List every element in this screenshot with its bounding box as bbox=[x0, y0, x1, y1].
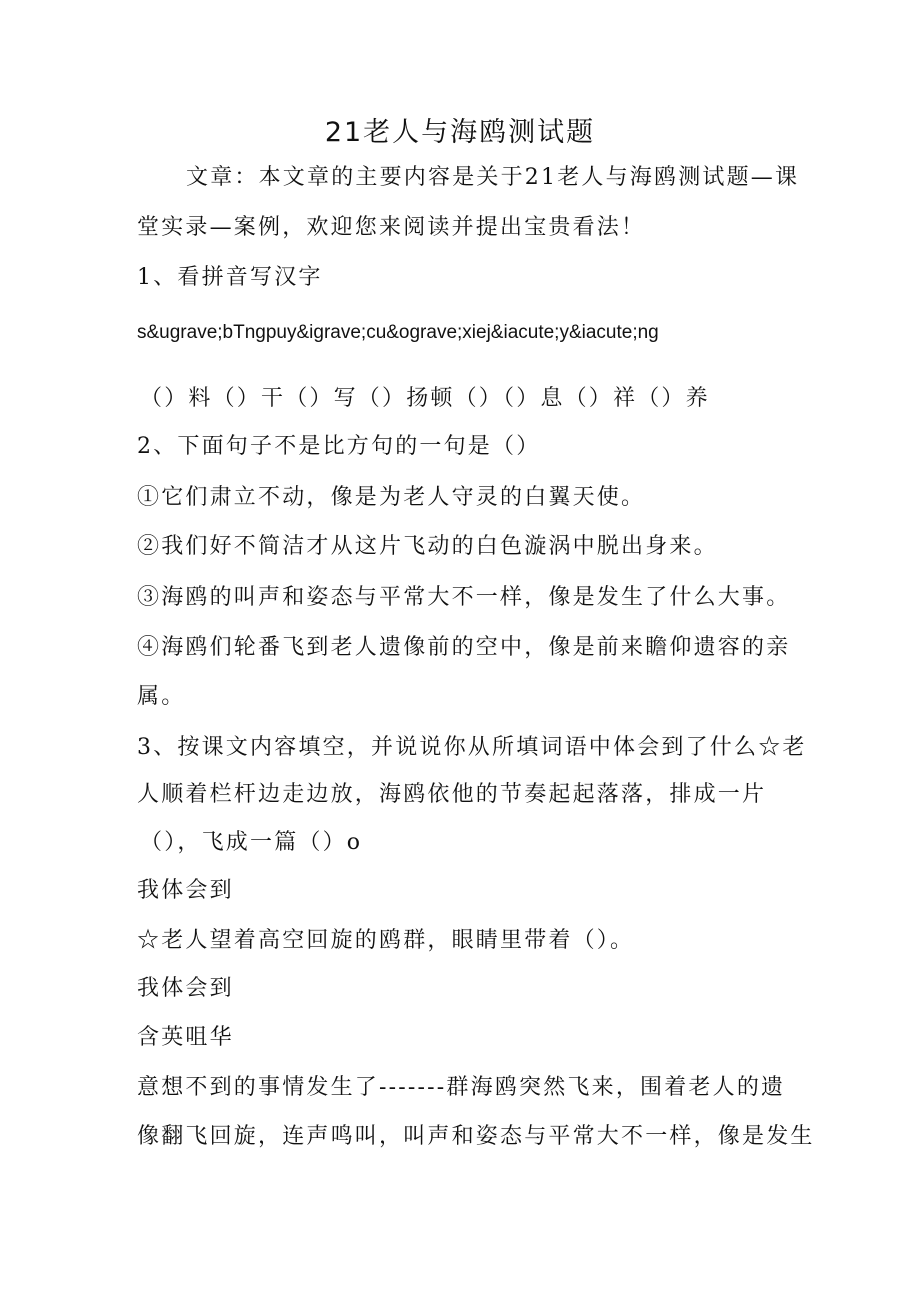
intro-line-1: 文章：本文章的主要内容是关于21老人与海鸥测试题—课 bbox=[186, 165, 800, 190]
option-1: ①它们肃立不动，像是为老人守灵的白翼天使。 bbox=[137, 485, 646, 510]
document-title: 21老人与海鸥测试题 bbox=[324, 117, 596, 148]
reflection-1: 我体会到 bbox=[137, 878, 234, 903]
intro-line-2: 堂实录—案例，欢迎您来阅读并提出宝贵看法！ bbox=[137, 215, 646, 240]
reflection-2: 我体会到 bbox=[137, 976, 234, 1001]
option-4-line-2: 属。 bbox=[137, 684, 186, 709]
question-3-item-2: ☆老人望着高空回旋的鸥群，眼睛里带着（）。 bbox=[137, 928, 635, 953]
option-2: ②我们好不简洁才从这片飞动的白色漩涡中脱出身来。 bbox=[137, 534, 718, 559]
option-4-line-1: ④海鸥们轮番飞到老人遗像前的空中，像是前来瞻仰遗容的亲 bbox=[137, 635, 791, 660]
question-3-line-2: 人顺着栏杆边走边放，海鸥依他的节奏起起落落，排成一片 bbox=[137, 782, 767, 807]
pinyin-line: s&ugrave;bTngpuy&igrave;cu&ograve;xiej&iacute;y&iacute;ng bbox=[137, 322, 659, 343]
option-3: ③海鸥的叫声和姿态与平常大不一样，像是发生了什么大事。 bbox=[137, 585, 791, 610]
section-heading: 含英咀华 bbox=[137, 1025, 234, 1050]
question-3-line-1: 3、按课文内容填空，并说说你从所填词语中体会到了什么☆老 bbox=[137, 735, 807, 760]
question-1-heading: 1、看拼音写汉字 bbox=[137, 265, 323, 290]
passage-line-2: 像翻飞回旋，连声鸣叫，叫声和姿态与平常大不一样，像是发生 bbox=[137, 1124, 815, 1149]
blanks-line: （）料（）干（）写（）扬顿（）（）息（）祥（）养 bbox=[140, 386, 710, 411]
question-3-line-3: （），飞成一篇（）o bbox=[140, 830, 363, 855]
question-2-heading: 2、下面句子不是比方句的一句是（） bbox=[137, 434, 541, 459]
passage-line-1: 意想不到的事情发生了-------群海鸥突然飞来，围着老人的遗 bbox=[137, 1075, 786, 1100]
